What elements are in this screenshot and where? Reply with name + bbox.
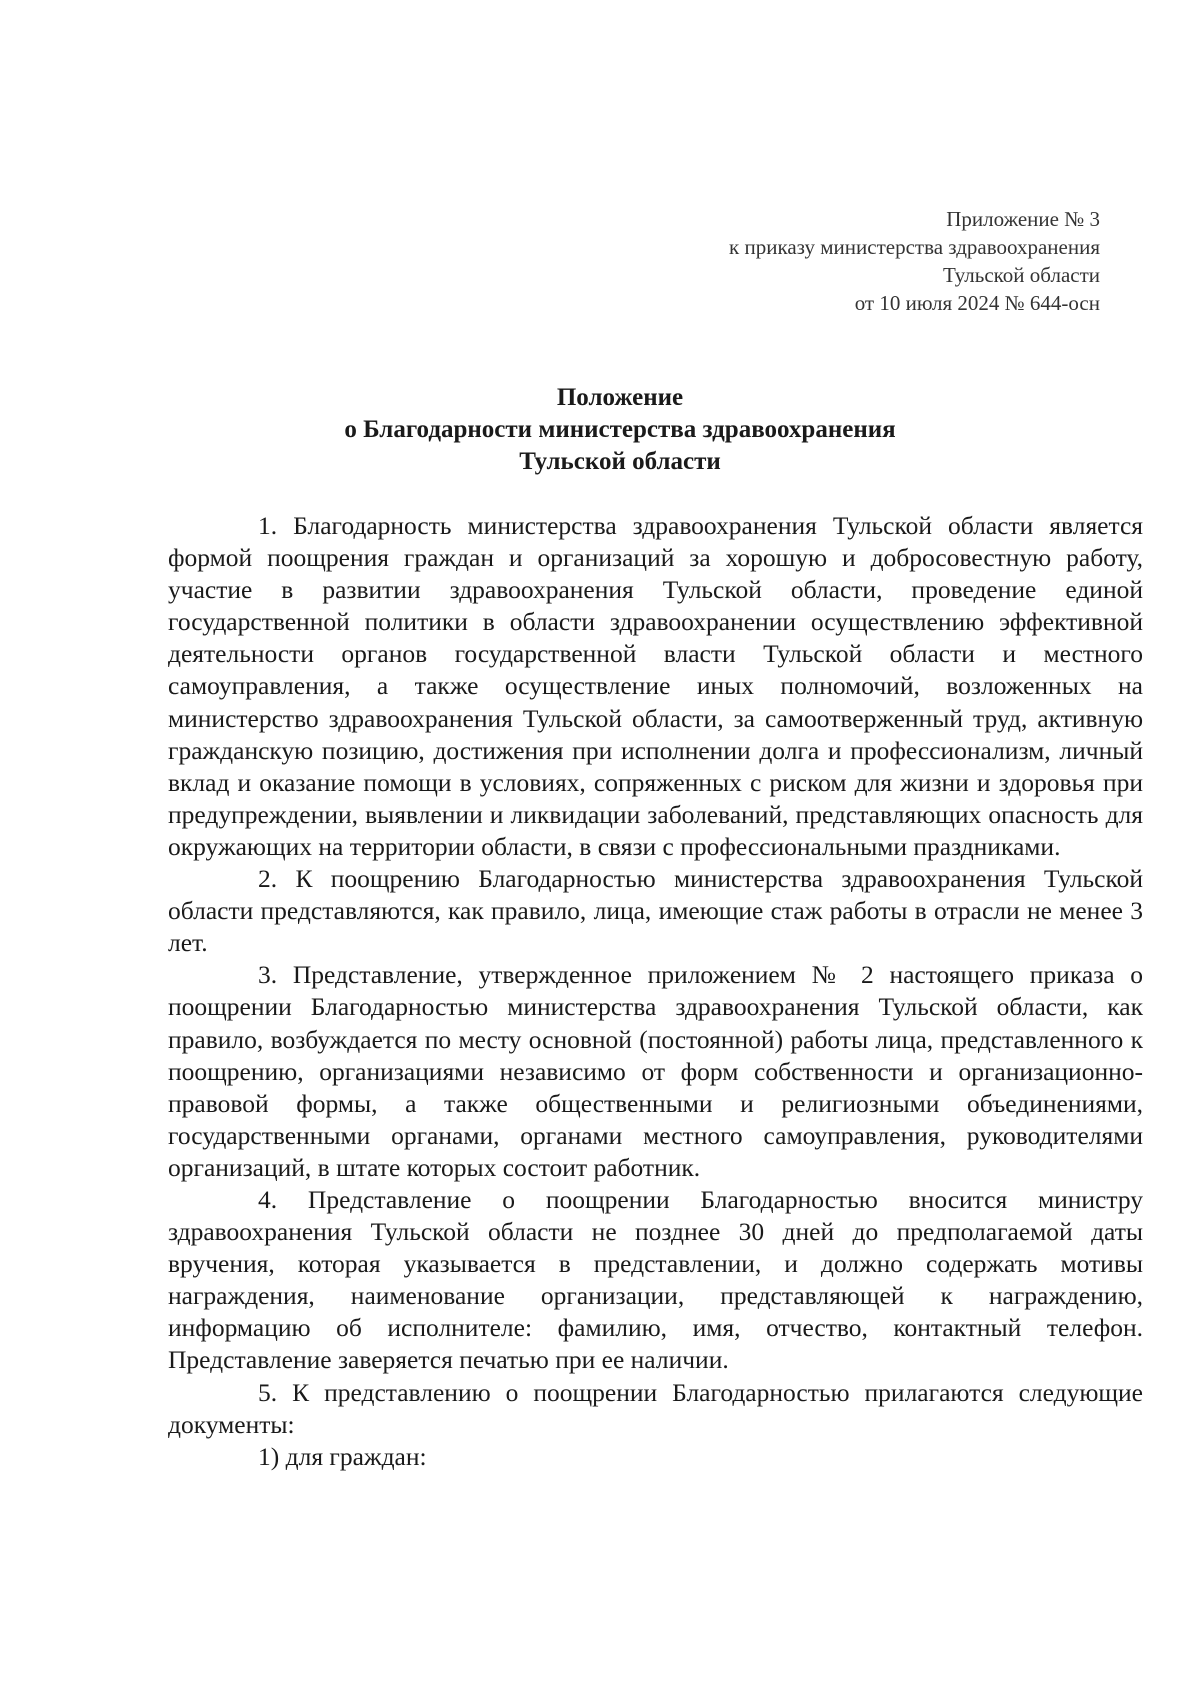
appendix-header xyxy=(540,205,1100,317)
appendix-number: Приложение № 3 xyxy=(946,207,1100,231)
paragraph-1: 1. Благодарность министерства здравоохранения Тульской области является формой поощрения граждан и организаций за хорошую и добросовестную работу, участие в развитии здравоохранения Тульской области, проведение единой государственной политики в области здравоохранении осуществлению эффективной деятельности органов государственной власти Тульской области и местного самоуправления, а также осуществление иных полномочий, возложенных на министерство здравоохранения Тульской области, за самоотверженный труд, активную гражданскую позицию, достижения при исполнении долга и профессионализм, личный вклад и оказание помощи в условиях, сопряженных с риском для жизни и здоровья при предупреждении, выявлении и ликвидации заболеваний, представляющих опасность для окружающих на территории области, в связи с профессиональными праздниками. xyxy=(168,511,1143,861)
document-body xyxy=(168,510,1143,1473)
document-title xyxy=(150,382,1090,478)
title-line-3: Тульской области xyxy=(519,448,721,475)
paragraph-3: 3. Представление, утвержденное приложением № 2 настоящего приказа о поощрении Благодарностью министерства здравоохранения Тульской области, как правило, возбуждается по месту основной (постоянной) работы лица, представленного к поощрению, организациями независимо от форм собственности и организационно-правовой формы, а также общественными и религиозными объединениями, государственными органами, органами местного самоуправления, руководителями организаций, в штате которых состоит работник. xyxy=(168,960,1143,1182)
paragraph-6: 1) для граждан: xyxy=(258,1441,427,1471)
paragraph-4: 4. Представление о поощрении Благодарностью вносится министру здравоохранения Тульской области не позднее 30 дней до предполагаемой даты вручения, которая указывается в представлении, и должно содержать мотивы награждения, наименование организации, представляющей к награждению, информацию об исполнителе: фамилию, имя, отчество, контактный телефон. Представление заверяется печатью при ее наличии. xyxy=(168,1184,1143,1375)
appendix-order-reference: к приказу министерства здравоохранения xyxy=(729,235,1100,259)
appendix-date: от 10 июля 2024 № 644-осн xyxy=(854,291,1100,315)
paragraph-2: 2. К поощрению Благодарностью министерства здравоохранения Тульской области представляются, как правило, лица, имеющие стаж работы в отрасли не менее 3 лет. xyxy=(168,864,1143,958)
appendix-region: Тульской области xyxy=(942,263,1100,287)
title-line-2: о Благодарности министерства здравоохранения xyxy=(344,416,896,443)
title-line-1: Положение xyxy=(556,384,684,411)
paragraph-5: 5. К представлению о поощрении Благодарностью прилагаются следующие документы: xyxy=(168,1377,1143,1439)
